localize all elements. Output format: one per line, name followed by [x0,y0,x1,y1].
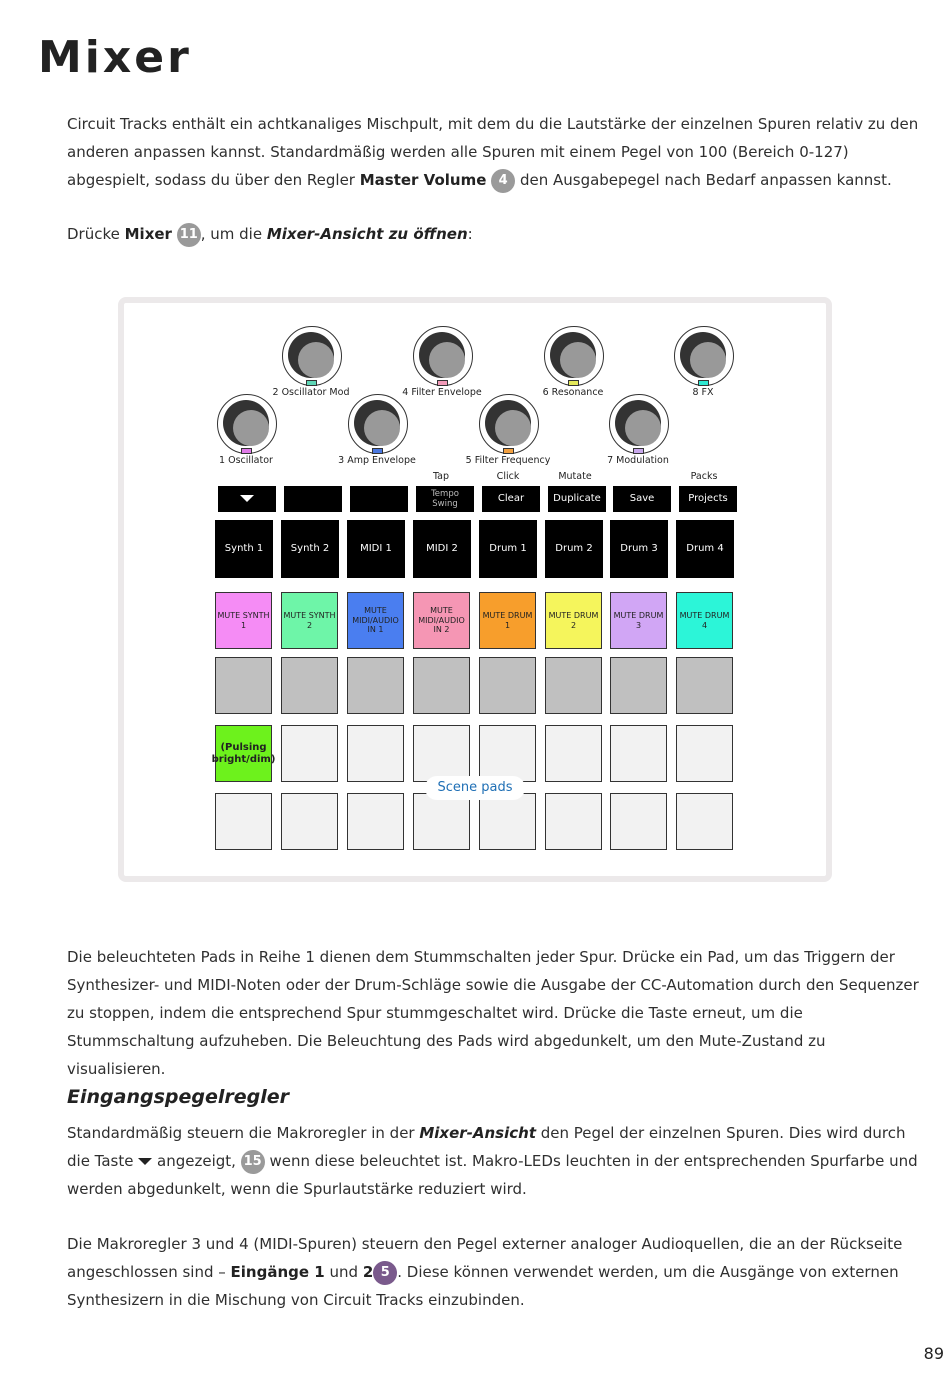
pad-label: MUTE DRUM 1 [482,611,533,630]
down-arrow-icon [138,1158,152,1165]
function-button[interactable]: Projects [679,486,737,512]
grid-pad[interactable] [479,657,536,714]
control-number-badge: 5 [373,1261,397,1285]
knob-ring [288,332,334,378]
intro-text-2: den Ausgabepegel nach Bedarf anpassen kannst. [515,171,892,189]
input-two-label: 2 [362,1263,374,1281]
body2-text-2: den Pegel der einzelnen Spuren. Dies wird durch die Taste [67,1124,906,1170]
function-button[interactable] [416,486,474,512]
macro-led [698,380,709,386]
button-shift-label: Mutate [558,471,592,482]
mixer-view-label: Mixer-Ansicht [419,1124,536,1142]
scene-pad[interactable] [479,725,536,782]
press-text-3: : [467,225,473,243]
control-number-badge: 11 [177,223,201,247]
mute-description: Die beleuchteten Pads in Reihe 1 dienen dem Stummschalten jeder Spur. Drücke ein Pad, um das Triggern der Synthesizer- und MIDI-Noten oder der Drum-Schläge sowie die Ausgabe der CC-Automation durch den Sequenzer zu stoppen, indem die entsprechend Spur stummgeschaltet wird. Drücke die Taste erneut, um die Stummschaltung aufzuheben. Die Beleuchtung des Pads wird abgedunkelt, um den Mute-Zustand zu visualisieren. [67,948,919,1078]
intro-text-1: Circuit Tracks enthält ein achtkanaliges Mischpult, mit dem du die Lautstärke der einzelnen Spuren relativ zu den anderen anpassen kannst. Standardmäßig werden alle Spuren mit einem Pegel von 100 (Bereich 0-127) abgespielt, sodass du über den Regler [67,115,919,189]
body3-text-2: und [324,1263,363,1281]
inputs-label: Eingänge 1 [230,1263,325,1281]
grid-pad[interactable] [347,657,404,714]
macro-led [241,448,252,454]
macro-led [503,448,514,454]
knob-cap [690,342,726,378]
master-volume-label: Master Volume [359,171,487,189]
down-arrow-icon [240,495,254,502]
button-sublabel: Swing [432,499,458,509]
mute-pad[interactable] [215,592,272,649]
scene-pad[interactable] [413,725,470,782]
macro-led [437,380,448,386]
macro-knob[interactable] [348,394,408,454]
mixer-button-label: Mixer [124,225,172,243]
pad-label: MUTE DRUM 4 [679,611,730,630]
pad-label: MUTE MIDI/AUDIO IN 1 [352,606,399,635]
scene-pad[interactable] [347,793,404,850]
knob-ring [354,400,400,446]
track-button[interactable]: Drum 2 [545,520,603,578]
intro-paragraph [67,110,927,194]
track-button[interactable]: Synth 1 [215,520,273,578]
grid-pad[interactable] [215,657,272,714]
pulsing-pad[interactable] [211,725,276,782]
knob-label: 1 Oscillator [219,455,273,466]
function-button[interactable]: Clear [482,486,540,512]
pad-label: MUTE SYNTH 1 [217,611,270,630]
mute-pad[interactable] [347,592,404,649]
knob-ring [550,332,596,378]
body2-text-3: angezeigt, [152,1152,241,1170]
knob-cap [364,410,400,446]
macro-knob[interactable] [674,326,734,386]
macro-led [633,448,644,454]
macro-led [372,448,383,454]
grid-pad[interactable] [676,657,733,714]
button-shift-label: Tap [432,471,450,482]
knob-cap [560,342,596,378]
scene-pad[interactable] [610,793,667,850]
scene-pad[interactable] [413,793,470,850]
mute-pad[interactable] [545,592,602,649]
section-heading: Eingangspegelregler [67,1086,289,1108]
macro-knob[interactable] [609,394,669,454]
external-input-description [67,1230,927,1314]
knob-ring [419,332,465,378]
input-level-description [67,1119,927,1203]
pad-label: MUTE DRUM 3 [613,611,664,630]
knob-cap [298,342,334,378]
scene-pad[interactable] [610,725,667,782]
body3-text-1: Die Makroregler 3 und 4 (MIDI-Spuren) steuern den Pegel externer analoger Audioquellen, die an der Rückseite angeschlossen sind – [67,1235,903,1281]
button-shift-label: Packs [690,471,718,482]
button-shift-label: Click [496,471,520,482]
button-label: Tempo [431,489,459,499]
knob-cap [233,410,269,446]
knob-ring [615,400,661,446]
mute-pad[interactable] [610,592,667,649]
knob-label: 6 Resonance [542,387,604,398]
knob-cap [429,342,465,378]
mute-pad[interactable] [413,592,470,649]
body2-text-1: Standardmäßig steuern die Makroregler in der [67,1124,420,1142]
macro-knob[interactable] [282,326,342,386]
scene-pad[interactable] [676,725,733,782]
press-text-2: , um die [200,225,267,243]
scene-pad[interactable] [676,793,733,850]
macro-knob[interactable] [217,394,277,454]
mute-pad[interactable] [676,592,733,649]
page-title: Mixer [38,32,192,83]
control-number-badge: 4 [491,169,515,193]
track-button[interactable]: Synth 2 [281,520,339,578]
scene-pad[interactable] [545,793,602,850]
grid-pad[interactable] [281,657,338,714]
knob-label: 3 Amp Envelope [338,455,416,466]
macro-knob[interactable] [544,326,604,386]
knob-label: 5 Filter Frequency [465,455,551,466]
knob-label: 2 Oscillator Mod [272,387,350,398]
function-button[interactable] [284,486,342,512]
pad-label: MUTE MIDI/AUDIO IN 2 [418,606,465,635]
track-button[interactable]: Drum 3 [610,520,668,578]
mute-pad[interactable] [479,592,536,649]
knob-ring [223,400,269,446]
track-button[interactable]: MIDI 1 [347,520,405,578]
mute-pad[interactable] [281,592,338,649]
function-button[interactable]: Duplicate [548,486,606,512]
press-text-1: Drücke [67,225,125,243]
knob-cap [495,410,531,446]
track-button[interactable]: Drum 1 [479,520,537,578]
pad-label: MUTE SYNTH 2 [283,611,336,630]
scene-pad[interactable] [215,793,272,850]
scene-pad[interactable] [545,725,602,782]
track-button[interactable]: MIDI 2 [413,520,471,578]
grid-pad[interactable] [610,657,667,714]
track-button[interactable]: Drum 4 [676,520,734,578]
mixer-instruction [67,220,927,248]
scene-pad[interactable] [347,725,404,782]
knob-label: 4 Filter Envelope [402,387,482,398]
macro-knob[interactable] [479,394,539,454]
function-button[interactable] [350,486,408,512]
macro-led [306,380,317,386]
body3-text-3: . Diese können verwendet werden, um die Ausgänge von externen Synthesizern in die Mischung von Circuit Tracks einzubinden. [67,1263,899,1309]
macro-knob[interactable] [413,326,473,386]
scene-pads-label: Scene pads [425,776,525,800]
control-number-badge: 15 [241,1150,265,1174]
grid-pad[interactable] [413,657,470,714]
page-number: 89 [923,1344,944,1363]
pad-label: MUTE DRUM 2 [548,611,599,630]
knob-cap [625,410,661,446]
knob-ring [680,332,726,378]
pad-label: (Pulsing bright/dim) [211,741,276,765]
scene-pad[interactable] [281,793,338,850]
knob-label: 8 FX [692,387,714,398]
macro-led [568,380,579,386]
scene-pad[interactable] [281,725,338,782]
knob-ring [485,400,531,446]
down-button[interactable] [218,486,276,512]
body2-text-4: wenn diese beleuchtet ist. Makro-LEDs leuchten in der entsprechenden Spurfarbe und werden abgedunkelt, wenn die Spurlautstärke reduziert wird. [67,1152,918,1198]
scene-pad[interactable] [479,793,536,850]
grid-pad[interactable] [545,657,602,714]
mixer-view-label: Mixer-Ansicht zu öffnen [266,225,468,243]
knob-label: 7 Modulation [607,455,669,466]
function-button[interactable]: Save [613,486,671,512]
